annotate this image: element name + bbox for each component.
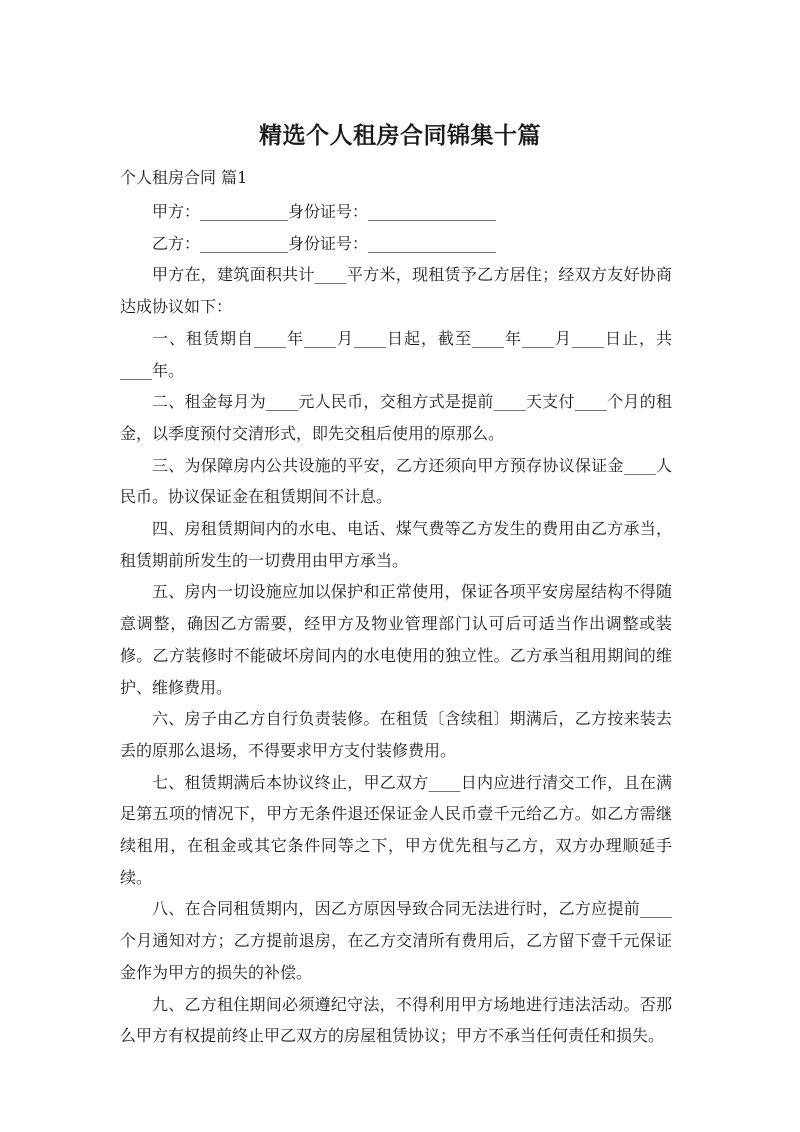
party-a-line: 甲方：___________身份证号：________________ <box>152 202 497 221</box>
clause-3-deposit: 三、为保障房内公共设施的平安，乙方还须向甲方预存协议保证金____人民币。协议保证金在租赁期间不计息。 <box>120 455 672 507</box>
contract-subtitle: 个人租房合同 篇1 <box>120 168 248 187</box>
document-title: 精选个人租房合同锦集十篇 <box>259 122 541 149</box>
clause-9-legal-compliance: 九、乙方租住期间必须遵纪守法，不得利用甲方场地进行违法活动。否那么甲方有权提前终止甲乙双方的房屋租赁协议；甲方不承当任何责任和损失。 <box>120 994 672 1046</box>
clause-6-renovation: 六、房子由乙方自行负责装修。在租赁〔含续租〕期满后，乙方按来装去丢的原那么退场，不得要求甲方支付装修费用。 <box>120 709 672 760</box>
party-b-line: 乙方：___________身份证号：________________ <box>152 233 497 253</box>
clause-4-utilities: 四、房租赁期间内的水电、电话、煤气费等乙方发生的费用由乙方承当，租赁期前所发生的一切费用由甲方承当。 <box>120 519 672 570</box>
clause-7-expiry: 七、租赁期满后本协议终止，甲乙双方____日内应进行清交工作，且在满足第五项的情况下，甲方无条件退还保证金人民币壹千元给乙方。如乙方需继续租用，在租金或其它条件同等之下，甲方优先租与乙方，双方办理顺延手续。 <box>120 772 672 887</box>
clause-2-rent: 二、租金每月为____元人民币，交租方式是提前____天支付____个月的租金，以季度预付交清形式，即先交租后使用的原那么。 <box>120 392 672 443</box>
clause-5-facilities: 五、房内一切设施应加以保护和正常使用，保证各项平安房屋结构不得随意调整，确因乙方需要，经甲方及物业管理部门认可后可适当作出调整或装修。乙方装修时不能破坏房间内的水电使用的独立性。乙方承当租用期间的维护、维修费用。 <box>120 582 672 697</box>
clause-8-early-termination: 八、在合同租赁期内，因乙方原因导致合同无法进行时，乙方应提前____个月通知对方；乙方提前退房，在乙方交清所有费用后，乙方留下壹千元保证金作为甲方的损失的补偿。 <box>120 899 672 982</box>
preamble-paragraph: 甲方在，建筑面积共计____平方米，现租赁予乙方居住；经双方友好协商达成协议如下： <box>120 265 672 317</box>
contract-body <box>120 196 672 1052</box>
clause-1-term: 一、租赁期自____年____月____日起，截至____年____月____日止，共____年。 <box>120 328 672 380</box>
